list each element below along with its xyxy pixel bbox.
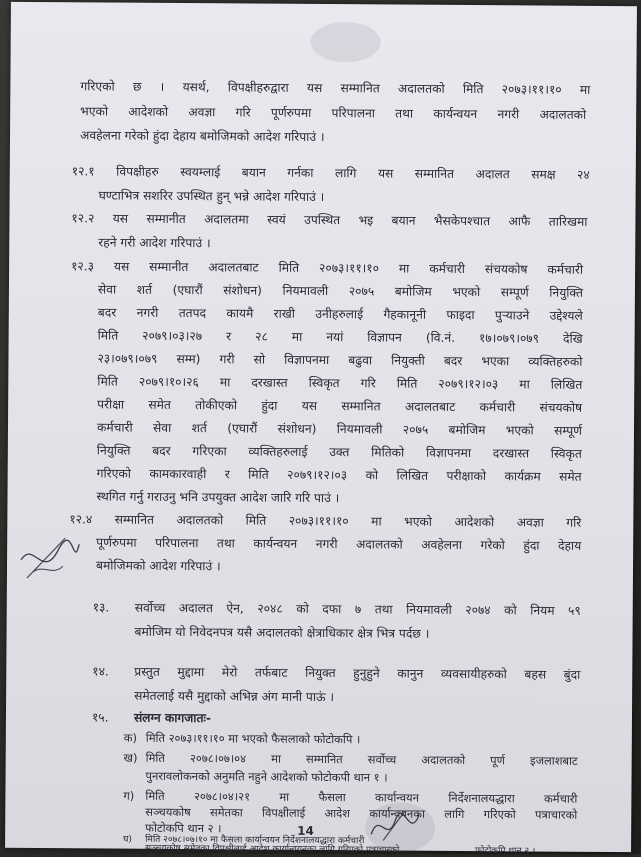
para-12-3-line: मिति २०७९।१०।२६ मा दरखास्त स्विकृत गरि मिति २०७९।१२।०३ मा लिखित <box>97 374 583 392</box>
attachment-line: फोटोकपि थान २ । <box>145 820 222 836</box>
para-12-3-line: बदर नगरी ततपद कायमै राखी उनीहरुलाई गैहकानूनी फाइदा पुऱ्याउने उद्देश्यले <box>97 305 583 323</box>
para-13-line: सर्वोच्च अदालत ऐन, २०४८ को दफा ७ तथा नियमावली २०७४ को नियम ५९ <box>134 600 581 618</box>
para-12-4-line: पूर्णरुपमा परिपालना तथा कार्यन्वयन नगरी अदालतको अवहेलना गरेको हुंदा देहाय <box>96 535 582 553</box>
para-12-1-line: १२.१ विपक्षीहरु स्वयम्लाई बयान गर्नका लागि यस सम्मानित अदालत समक्ष २४ <box>71 164 590 182</box>
attachment-line: पुनरावलोकनको अनुमति नहुने आदेशको फोटोकपी थान १ । <box>145 768 388 785</box>
attachment-line: फोटोकपि थान २ । <box>475 846 536 857</box>
intro-line: गरिएको छ । यसर्थ, विपक्षीहरुद्वारा यस सम्मानित अदालतको मिति २०७३।११।१० मा <box>80 79 591 97</box>
para-13-line: बमोजिम यो निवेदनपत्र यसै अदालतको क्षेत्राधिकार क्षेत्र भित्र पर्दछ । <box>134 624 430 641</box>
para-15-number: १५. <box>91 710 109 725</box>
attachment-marker: क) <box>123 730 138 745</box>
attachment-line: मिति २०७८।०७।०४ मा सम्मानित सर्वोच्च अदालतको पूर्ण इजलाशबाट <box>145 750 578 768</box>
para-12-3-line: स्थगित गर्नु गराउनु भनि उपयुक्त आदेश जारि गरि पाउं । <box>96 489 340 506</box>
para-12-3-line: परीक्षा समेत तोकीएको हुंदा यस सम्मानित अदालतबाट कर्मचारी संचयकोष <box>97 397 583 415</box>
ink-smudge <box>311 22 381 62</box>
page-number: 14 <box>297 823 314 838</box>
para-12-4-line: १२.४ सम्मानित अदालतको मिति २०७३।११।१० मा भएको आदेशको अवज्ञा गरि <box>69 512 582 530</box>
attachment-marker: ख) <box>123 750 138 765</box>
para-12-1-line: घण्टाभित्र सशरिर उपस्थित हुन् भन्ने आदेश गरिपाउं । <box>98 188 325 205</box>
attachment-line: मिति २०७३।११।१० मा भएको फैसलाको फोटोकपि । <box>145 730 361 747</box>
para-14-line: प्रस्तुत मुद्दामा मेरो तर्फबाट नियुक्त हुनुहुने कानुन व्यवसायीहरुको बहस बुंदा <box>134 664 581 682</box>
attachment-line: सञ्चयकोष समेतका विपक्षीलाई आदेश कार्यान्वयनका लागि गरिएको पत्राचारको <box>145 804 578 822</box>
para-14-number: १४. <box>92 664 109 679</box>
intro-line: अवहेलना गरेको हुंदा देहाय बमोजिमको आदेश गरिपाउं । <box>79 128 325 145</box>
para-14-line: समेतलाई यसै मुद्दाको अभिन्न अंग मानी पाऊं । <box>134 688 335 705</box>
attachment-line: मिति २०७८।०४।२१ मा फैसला कार्यान्वयन निर्देशनालयद्धारा कर्मचारी <box>145 788 578 806</box>
para-12-3-line: १२.३ यस सम्मानीत अदालतबाट मिति २०७३।११।१० मा कर्मचारी संचयकोष कर्मचारी <box>71 259 584 277</box>
para-12-3-line: २३।०७९।०७९ सम्म) गरी सो विज्ञापनमा बढुवा नियुक्ती बदर भएका व्यक्तिहरुको <box>97 351 583 369</box>
para-12-4-line: बमोजिमको आदेश गरिपाउं । <box>95 558 221 574</box>
para-12-3-line: नियुक्ति बदर गरिएका व्यक्तिहरुलाई उक्त मितिको विज्ञापनमा दरखास्त स्विकृत <box>96 443 582 461</box>
attachments-title: संलग्न कागजातः- <box>133 710 211 726</box>
handwritten-signature <box>365 804 425 848</box>
para-12-3-line: मिति २०७९।०३।२७ र २८ मा नयां विज्ञापन (वि.नं. १७।०७९।०७९ देखि <box>97 328 583 346</box>
attachment-line: मिति २०७८।०७।१० मा फैसला कार्यान्वयन निर्देशनालयद्धारा कर्मचारी <box>145 834 365 847</box>
handwritten-signature <box>13 530 83 590</box>
para-12-3-line: कर्मचारी सेवा शर्त (एघारौं संशोधन) नियमावली २०७५ बमोजिम भएको सम्पूर्ण <box>96 420 583 438</box>
attachment-marker: ग) <box>123 788 135 803</box>
para-13-number: १३. <box>92 600 110 615</box>
para-12-2-line: रहने गरी आदेश गरिपाउं । <box>98 235 211 251</box>
para-12-3-line: सेवा शर्त (एघारौं संशोधन) नियमावली २०७५ बमोजिम भएको सम्पूर्ण नियुक्ति <box>97 282 583 300</box>
attachment-line: सञ्चयकोष समेतका विपक्षीलाई आदेश कार्यान्वयनका लागि गरिएको पत्राचारको <box>145 843 400 856</box>
para-12-2-line: १२.२ यस सम्मानीत अदालतमा स्वयं उपस्थित भइ बयान भैसकेपश्चात आफै तारिखमा <box>71 211 588 229</box>
attachment-marker: घ) <box>123 834 132 845</box>
intro-line: भएको आदेशको अवज्ञा गरि पूर्णरुपमा परिपालना तथा कार्यन्वयन नगरी अदालतको <box>80 104 587 122</box>
document-page <box>5 2 637 857</box>
para-12-3-line: गरिएको कामकारवाही र मिति २०७९।१२।०३ को लिखित परीक्षाको कार्यक्रम समेत <box>96 466 582 484</box>
